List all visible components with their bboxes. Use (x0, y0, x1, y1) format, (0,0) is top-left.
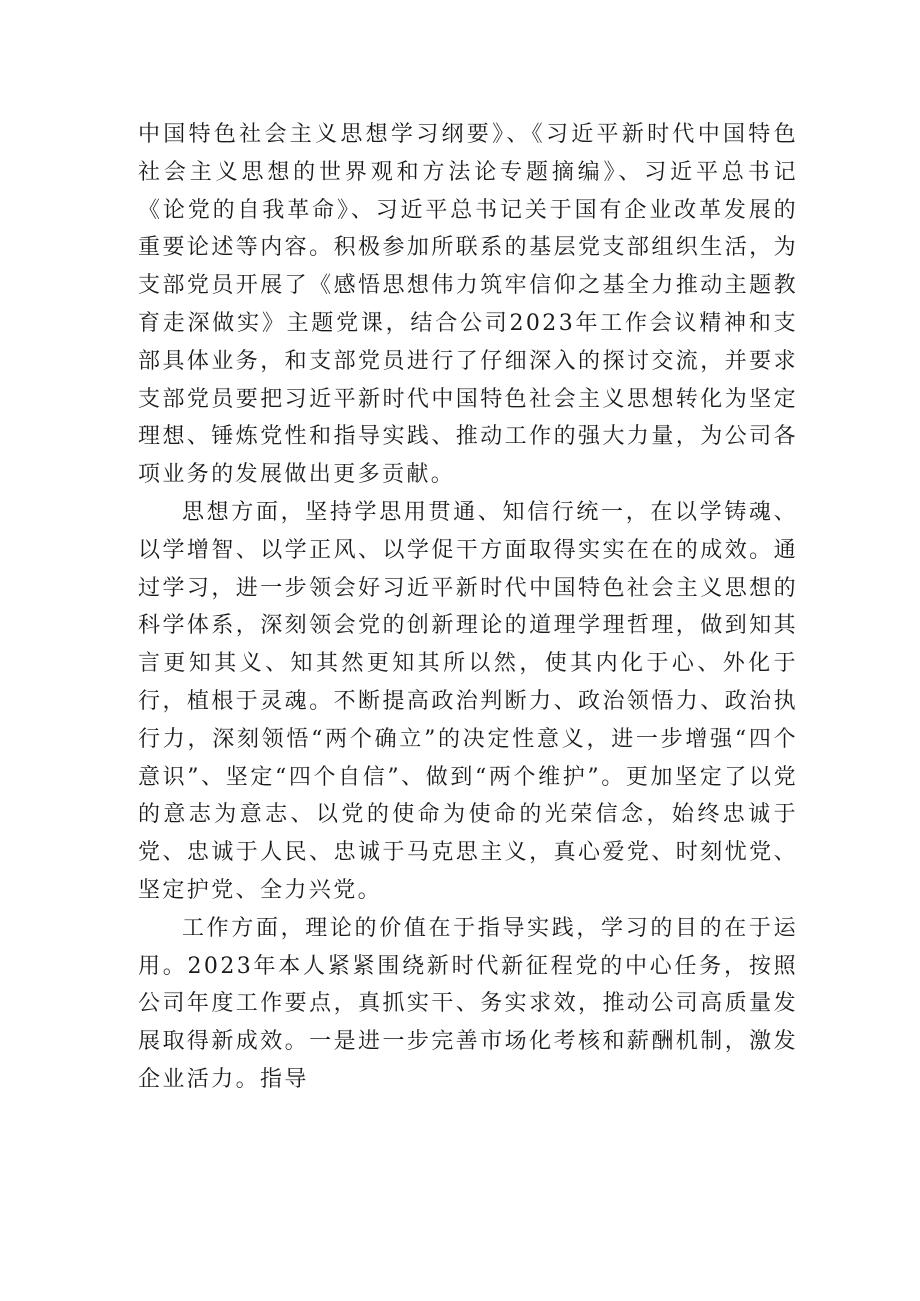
paragraph-thought: 思想方面，坚持学思用贯通、知信行统一，在以学铸魂、以学增智、以学正风、以学促干方面取得实实在在的成效。通过学习，进一步领会好习近平新时代中国特色社会主义思想的科学体系，深刻领会党的创新理论的道理学理哲理，做到知其言更知其义、知其然更知其所以然，使其内化于心、外化于行，植根于灵魂。不断提高政治判断力、政治领悟力、政治执行力，深刻领悟“两个确立”的决定性意义，进一步增强“四个意识”、坚定“四个自信”、做到“两个维护”。更加坚定了以党的意志为意志、以党的使命为使命的光荣信念，始终忠诚于党、忠诚于人民、忠诚于马克思主义，真心爱党、时刻忧党、坚定护党、全力兴党。 (138, 499, 798, 903)
paragraph-work: 工作方面，理论的价值在于指导实践，学习的目的在于运用。2023年本人紧紧围绕新时代新征程党的中心任务，按照公司年度工作要点，真抓实干、务实求效，推动公司高质量发展取得新成效。一是进一步完善市场化考核和薪酬机制，激发企业活力。指导 (138, 915, 798, 1092)
document-body (138, 116, 798, 1099)
paragraph-continuation: 中国特色社会主义思想学习纲要》、《习近平新时代中国特色社会主义思想的世界观和方法论专题摘编》、习近平总书记《论党的自我革命》、习近平总书记关于国有企业改革发展的重要论述等内容。积极参加所联系的基层党支部组织生活，为支部党员开展了《感悟思想伟力筑牢信仰之基全力推动主题教育走深做实》主题党课，结合公司2023年工作会议精神和支部具体业务，和支部党员进行了仔细深入的探讨交流，并要求支部党员要把习近平新时代中国特色社会主义思想转化为坚定理想、锤炼党性和指导实践、推动工作的强大力量，为公司各项业务的发展做出更多贡献。 (138, 122, 798, 488)
